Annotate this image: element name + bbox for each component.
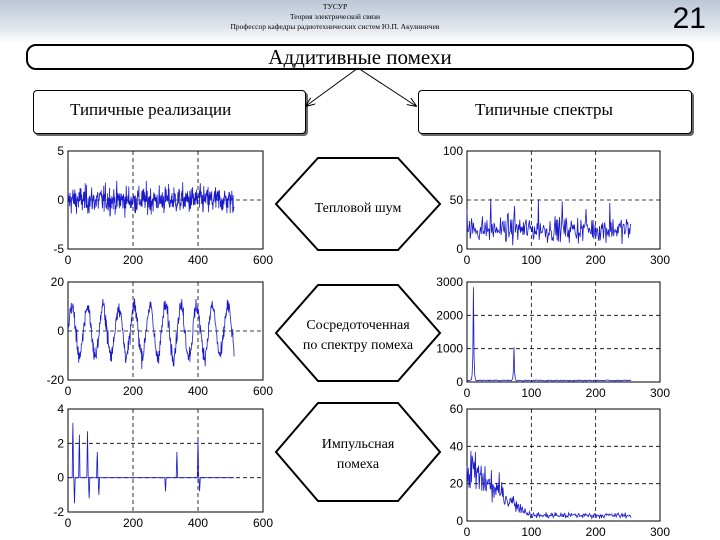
y-tick-label: 2000 [436, 308, 463, 323]
y-tick-label: 0 [57, 470, 64, 485]
x-tick-label: 100 [521, 253, 542, 267]
thermal-noise-spectrum-plot [443, 144, 670, 267]
impulse-noise-realization-plot [53, 402, 273, 530]
x-tick-label: 400 [187, 516, 209, 530]
y-tick-label: -2 [53, 505, 64, 519]
x-tick-label: 400 [187, 253, 209, 267]
narrowband-interference-arrow [276, 285, 440, 381]
impulse-noise-label-line2: помеха [336, 457, 380, 472]
header-university: ТУСУР [322, 2, 348, 11]
slide-title: Аддитивные помехи [26, 44, 694, 70]
x-tick-label: 200 [122, 253, 144, 267]
x-tick-label: 0 [64, 516, 72, 530]
narrowband-interference-label-line2: по спектру помеха [302, 338, 414, 353]
thermal-noise-label: Тепловой шум [314, 201, 402, 216]
spectra-label: Типичные спектры [475, 100, 613, 119]
plot-frame [467, 409, 660, 521]
x-tick-label: 300 [649, 386, 671, 400]
y-tick-label: 0 [57, 193, 64, 207]
x-tick-label: 200 [585, 253, 606, 267]
x-tick-label: 600 [252, 384, 274, 398]
thermal-noise-arrow [276, 158, 440, 250]
y-tick-label: -20 [46, 373, 64, 387]
y-tick-label: 20 [50, 275, 64, 289]
narrowband-interference-realization-plot [47, 275, 274, 398]
x-tick-label: 0 [64, 384, 72, 398]
x-tick-label: 0 [64, 253, 72, 267]
plot-frame [467, 282, 660, 382]
y-tick-label: 0 [57, 324, 64, 338]
y-tick-label: 0 [456, 375, 463, 389]
x-tick-label: 600 [252, 253, 274, 267]
x-tick-label: 100 [521, 386, 542, 400]
y-tick-label: 20 [449, 476, 463, 491]
y-tick-label: 0 [456, 242, 463, 256]
impulse-noise-arrow [276, 403, 440, 501]
x-tick-label: 200 [122, 516, 144, 530]
realizations-label: Типичные реализации [70, 100, 232, 119]
y-tick-label: 50 [449, 193, 463, 207]
impulse-noise-spectrum-plot [450, 402, 671, 539]
y-tick-label: 1000 [436, 341, 463, 356]
x-tick-label: 400 [187, 384, 209, 398]
x-tick-label: 200 [122, 384, 144, 398]
y-tick-label: 40 [449, 439, 463, 454]
arrow-to-realizations [306, 68, 358, 106]
x-tick-label: 0 [463, 253, 471, 267]
y-tick-label: -5 [53, 242, 64, 256]
x-tick-label: 300 [649, 253, 671, 267]
header-author: Профессор кафедры радиотехнических систем Ю.П. Акулиничев [230, 22, 440, 31]
x-tick-label: 200 [585, 525, 606, 539]
impulse-noise-label-line1: Импульсная [321, 437, 395, 452]
y-tick-label: 2 [57, 436, 64, 451]
y-tick-label: 3000 [436, 275, 463, 289]
header-course: Теория электрической связи [289, 12, 380, 21]
slide-number: 21 [672, 2, 706, 35]
y-tick-label: 0 [456, 514, 463, 528]
y-tick-label: 4 [57, 402, 64, 416]
arrow-to-spectra [358, 68, 416, 106]
x-tick-label: 600 [252, 516, 274, 530]
x-tick-label: 0 [463, 525, 471, 539]
x-tick-label: 100 [521, 525, 542, 539]
narrowband-interference-label-line1: Сосредоточенная [306, 318, 410, 333]
x-tick-label: 300 [649, 525, 671, 539]
y-tick-label: 60 [449, 402, 463, 416]
y-tick-label: 5 [57, 144, 64, 158]
narrowband-interference-spectrum-plot [436, 275, 670, 400]
x-tick-label: 0 [463, 386, 471, 400]
x-tick-label: 200 [585, 386, 606, 400]
y-tick-label: 100 [442, 144, 463, 158]
thermal-noise-realization-plot [53, 144, 273, 267]
